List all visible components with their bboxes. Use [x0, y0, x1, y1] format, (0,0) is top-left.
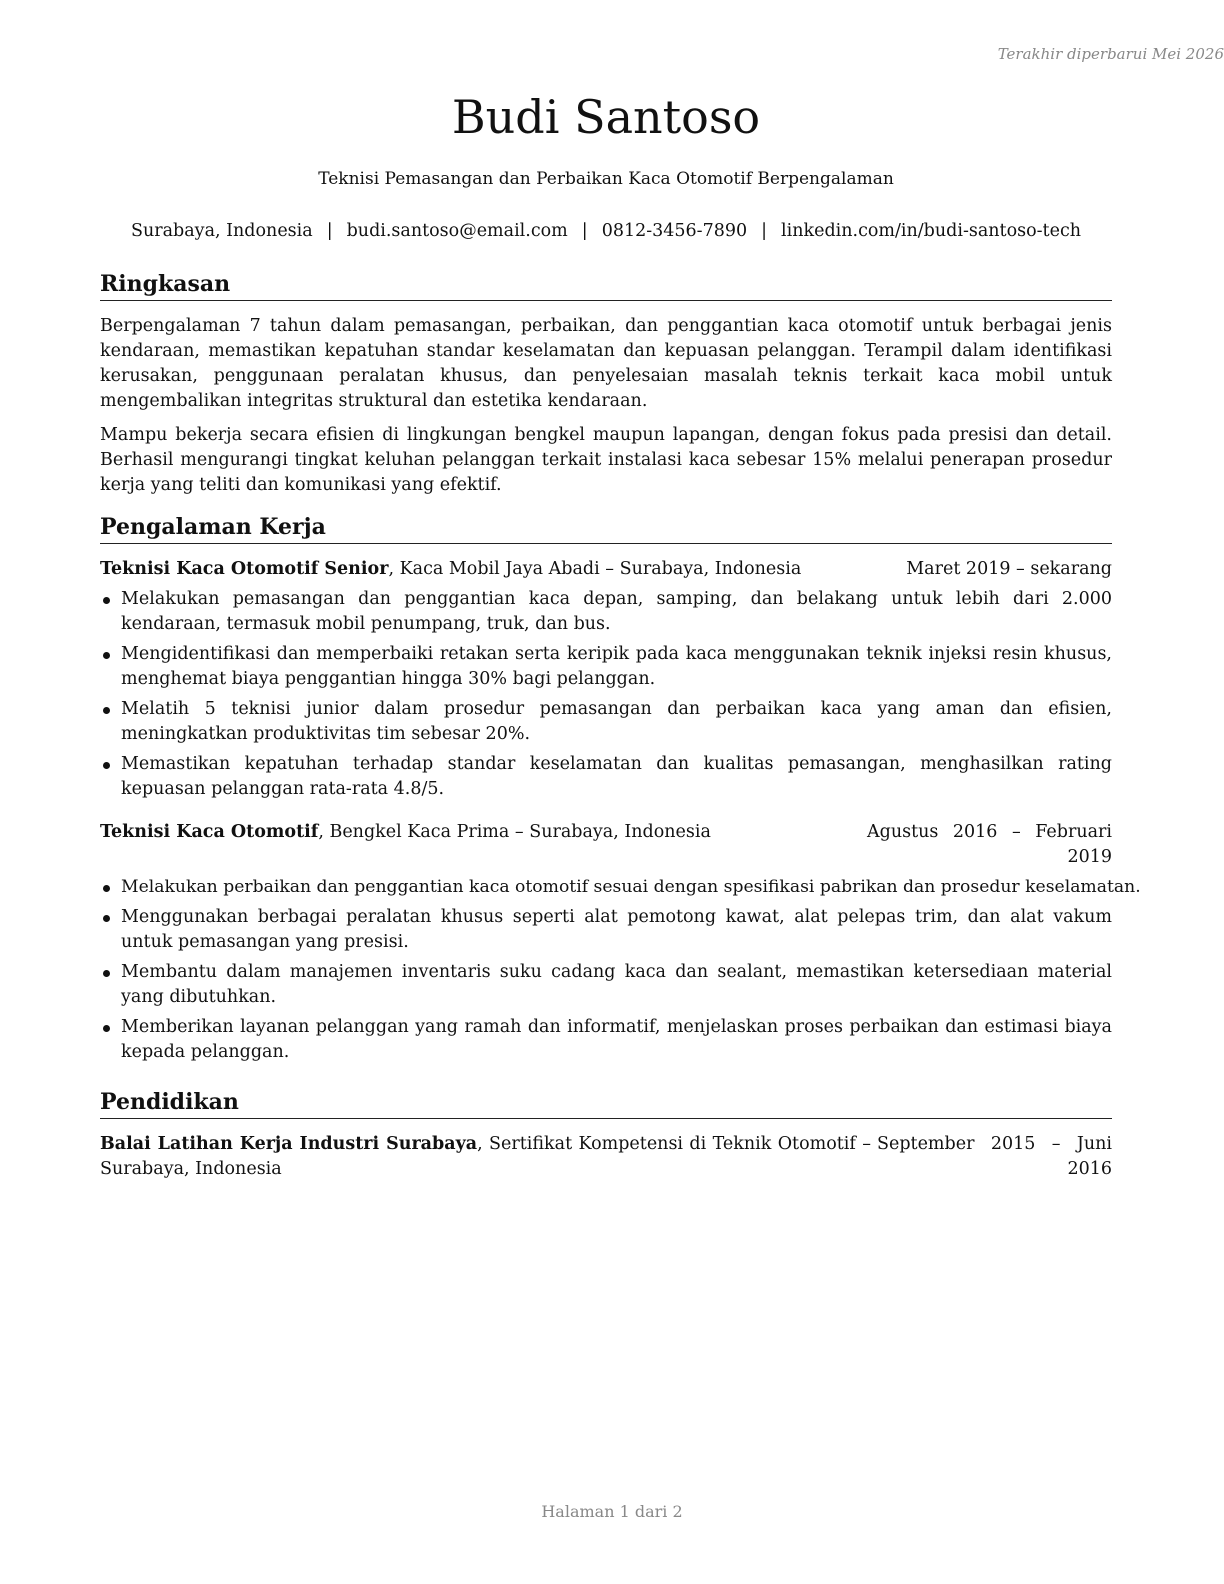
contact-line	[100, 220, 1112, 243]
job-entry	[100, 557, 1112, 802]
list-item	[100, 697, 1112, 747]
section-title-experience: Pengalaman Kerja	[100, 513, 1112, 544]
list-item-text: Melakukan perbaikan dan penggantian kaca otomotif sesuai dengan spesifikasi pabrikan dan prosedur keselamatan.	[121, 877, 1141, 897]
section-title-education: Pendidikan	[100, 1088, 1112, 1119]
job-dates: Agustus 2016 – Februari 2019	[867, 822, 1112, 867]
bullet-dot-icon	[103, 597, 110, 604]
candidate-name: Budi Santoso	[451, 90, 761, 144]
job-entry	[100, 820, 1141, 1065]
job-header	[100, 557, 1112, 582]
last-updated-note: Terakhir diperbarui Mei 2026	[997, 45, 1224, 63]
education-detail: , Sertifikat Kompetensi di Teknik Otomotif – Surabaya, Indonesia	[100, 1134, 871, 1179]
contact-linkedin[interactable]: linkedin.com/in/budi-santoso-tech	[781, 221, 1082, 241]
education-title-line	[100, 1132, 877, 1182]
list-item-text: Memberikan layanan pelanggan yang ramah dan informatif, menjelaskan proses perbaikan dan estimasi biaya kepada pelanggan.	[121, 1017, 1112, 1062]
contact-separator: |	[326, 221, 333, 241]
list-item	[100, 752, 1112, 802]
list-item-text: Mengidentifikasi dan memperbaiki retakan serta keripik pada kaca menggunakan teknik injeksi resin khusus, menghemat biaya penggantian hingga 30% bagi pelanggan.	[121, 644, 1112, 689]
bullet-dot-icon	[103, 915, 110, 922]
contact-separator: |	[581, 221, 588, 241]
list-item	[100, 960, 1112, 1010]
list-item-text: Menggunakan berbagai peralatan khusus seperti alat pemotong kawat, alat pelepas trim, dan alat vakum untuk pemasangan yang presisi.	[121, 907, 1112, 952]
bullet-dot-icon	[103, 885, 110, 892]
experience-section	[100, 513, 1141, 1070]
job-bullets	[100, 587, 1112, 802]
candidate-tagline: Teknisi Pemasangan dan Perbaikan Kaca Otomotif Berpengalaman	[318, 169, 894, 189]
job-header	[100, 820, 1112, 870]
education-section	[100, 1088, 1112, 1182]
job-title-line	[100, 820, 867, 870]
list-item	[100, 1015, 1112, 1065]
job-dates: Maret 2019 – sekarang	[906, 559, 1112, 579]
summary-section	[100, 270, 1112, 498]
job-role: Teknisi Kaca Otomotif	[100, 822, 319, 842]
contact-phone: 0812-3456-7890	[601, 221, 748, 241]
job-company: , Bengkel Kaca Prima – Surabaya, Indonesia	[318, 822, 711, 842]
list-item	[100, 642, 1112, 692]
list-item	[100, 875, 1141, 900]
section-title-summary: Ringkasan	[100, 270, 1112, 301]
job-company: , Kaca Mobil Jaya Abadi – Surabaya, Indonesia	[388, 559, 802, 579]
summary-paragraph: Berpengalaman 7 tahun dalam pemasangan, perbaikan, dan penggantian kaca otomotif untuk berbagai jenis kendaraan, memastikan kepatuhan standar keselamatan dan kepuasan pelanggan. Terampil dalam identifikasi kerusakan, penggunaan peralatan khusus, dan penyelesaian masalah teknis terkait kaca mobil untuk mengembalikan integritas struktural dan estetika kendaraan.	[100, 316, 1112, 411]
list-item	[100, 587, 1112, 637]
list-item-text: Membantu dalam manajemen inventaris suku cadang kaca dan sealant, memastikan ketersediaan material yang dibutuhkan.	[121, 962, 1112, 1007]
bullet-dot-icon	[103, 762, 110, 769]
contact-email[interactable]: budi.santoso@email.com	[346, 221, 568, 241]
contact-location: Surabaya, Indonesia	[130, 221, 313, 241]
education-dates: September 2015 – Juni 2016	[877, 1134, 1112, 1179]
list-item	[100, 905, 1112, 955]
job-role: Teknisi Kaca Otomotif Senior	[100, 559, 389, 579]
bullet-dot-icon	[103, 707, 110, 714]
page-number: Halaman 1 dari 2	[541, 1502, 683, 1521]
list-item-text: Memastikan kepatuhan terhadap standar keselamatan dan kualitas pemasangan, menghasilkan rating kepuasan pelanggan rata-rata 4.8/5.	[121, 754, 1112, 799]
summary-paragraph: Mampu bekerja secara efisien di lingkungan bengkel maupun lapangan, dengan fokus pada presisi dan detail. Berhasil mengurangi tingkat keluhan pelanggan terkait instalasi kaca sebesar 15% melalui penerapan prosedur kerja yang teliti dan komunikasi yang efektif.	[100, 425, 1112, 495]
education-institution: Balai Latihan Kerja Industri Surabaya	[100, 1134, 478, 1154]
bullet-dot-icon	[103, 1025, 110, 1032]
bullet-dot-icon	[103, 970, 110, 977]
list-item-text: Melatih 5 teknisi junior dalam prosedur pemasangan dan perbaikan kaca yang aman dan efisien, meningkatkan produktivitas tim sebesar 20%.	[121, 699, 1112, 744]
contact-separator: |	[761, 221, 768, 241]
job-title-line	[100, 557, 906, 582]
list-item-text: Melakukan pemasangan dan penggantian kaca depan, samping, dan belakang untuk lebih dari 2.000 kendaraan, termasuk mobil penumpang, truk, dan bus.	[121, 589, 1112, 634]
bullet-dot-icon	[103, 652, 110, 659]
job-bullets	[100, 875, 1141, 1065]
education-entry	[100, 1132, 1112, 1182]
